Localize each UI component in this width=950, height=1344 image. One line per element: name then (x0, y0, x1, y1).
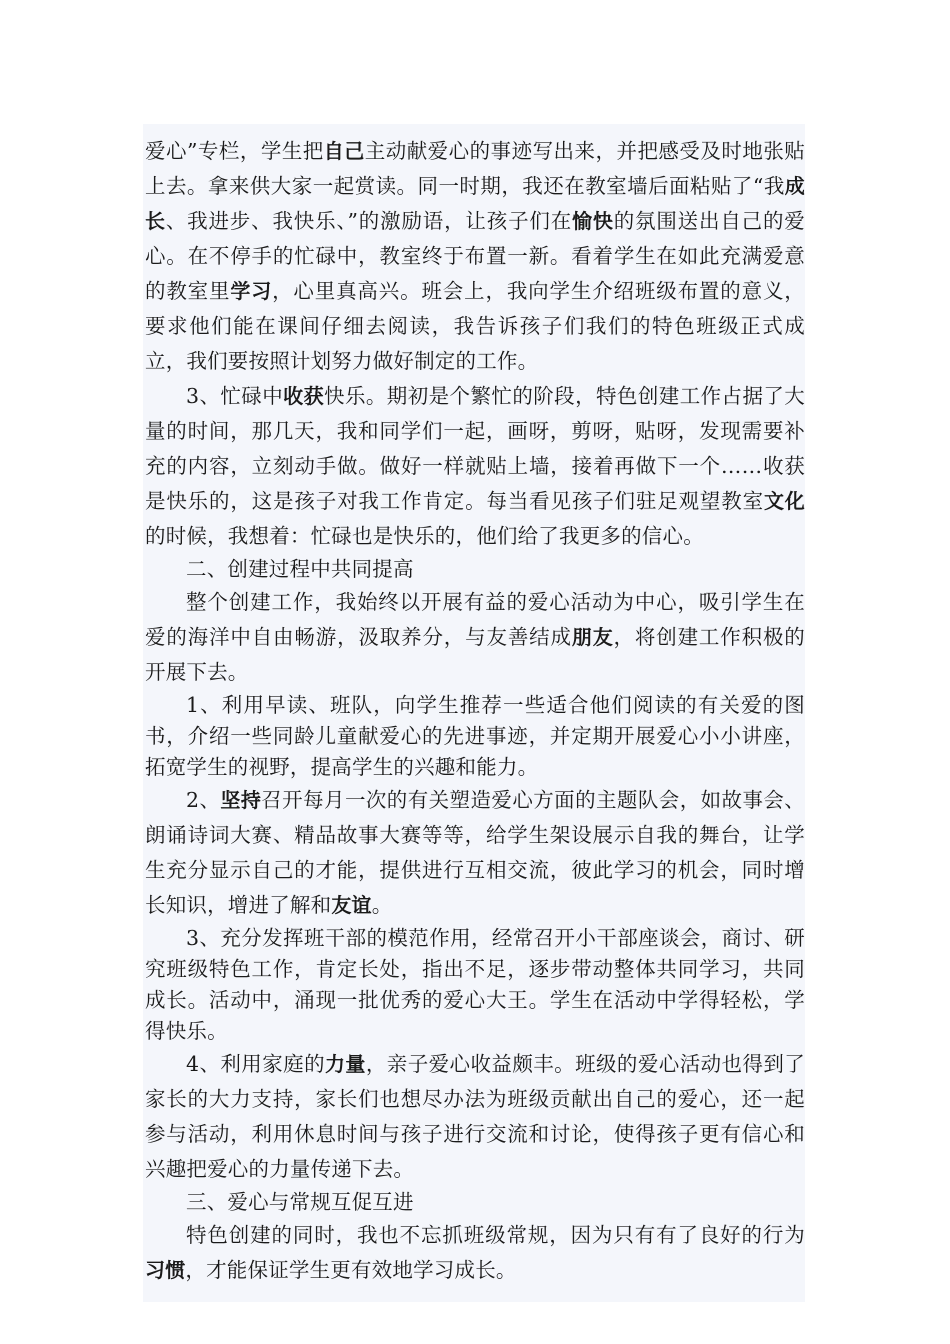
text-run: 快乐。期初是个繁忙的阶段，特色创建工作占据了大量的时间，那几天，我和同学们一起，画呀，剪呀，贴呀，发现需要补充的内容，立刻动手做。做好一样就贴上墙，接着再做下一个……收获是快乐的，这是孩子对我工作肯定。每当看见孩子们驻足观望教室 (145, 384, 805, 513)
paragraph (145, 585, 805, 690)
keyword-link: 自己 (323, 139, 365, 163)
paragraph (145, 1218, 805, 1288)
paragraph (145, 1047, 805, 1187)
paragraph (145, 783, 805, 923)
keyword-link: 力量 (325, 1052, 366, 1076)
text-run: ，才能保证学生更有效地学习成长。 (185, 1258, 517, 1282)
text-run: 召开每月一次的有关塑造爱心方面的主题队会，如故事会、朗诵诗词大赛、精品故事大赛等等，给学生架设展示自我的舞台，让学生充分显示自己的才能，提供进行互相交流，彼此学习的机会，同时增长知识，增进了解和 (145, 788, 805, 917)
keyword-link: 文化 (763, 489, 805, 513)
text-run: 整个创建工作，我始终以开展有益的爱心活动为中心，吸引学生在爱的海洋中自由畅游，汲取养分，与友善结成 (145, 590, 805, 649)
text-run: 、我进步、我快乐、”的激励语，让孩子们在 (165, 209, 573, 233)
text-run: ，亲子爱心收益颇丰。班级的爱心活动也得到了家长的大力支持，家长们也想尽办法为班级贡献出自己的爱心，还一起参与活动，利用休息时间与孩子进行交流和讨论，使得孩子更有信心和兴趣把爱心的力量传递下去。 (145, 1052, 805, 1181)
text-run: 4、利用家庭的 (186, 1052, 325, 1076)
paragraph (145, 554, 805, 585)
text-run: ，心里真高兴。班会上，我向学生介绍班级布置的意义，要求他们能在课间仔细去阅读，我告诉孩子们我们的特色班级正式成立，我们要按照计划努力做好制定的工作。 (145, 279, 805, 373)
text-run: 二、创建过程中共同提高 (186, 557, 414, 581)
paragraph (145, 134, 805, 379)
document-body (143, 124, 805, 1302)
text-run: 的时候，我想着：忙碌也是快乐的，他们给了我更多的信心。 (145, 524, 704, 548)
keyword-link: 朋友 (571, 625, 614, 649)
text-run: 3、忙碌中 (186, 384, 284, 408)
text-run: 爱心”专栏，学生把 (145, 139, 324, 163)
text-run: 特色创建的同时，我也不忘抓班级常规，因为只有有了良好的行为 (186, 1223, 805, 1247)
keyword-link: 成长 (145, 174, 805, 233)
paragraph (145, 379, 805, 554)
keyword-link: 友谊 (331, 893, 372, 917)
text-run: 的氛围送出自己的爱心。在不停手的忙碌中，教室终于布置一新。看着学生在如此充满爱意的教室里 (145, 209, 805, 303)
text-run: 。 (371, 893, 393, 917)
text-run: 3、充分发挥班干部的模范作用，经常召开小干部座谈会，商讨、研究班级特色工作，肯定长处，指出不足，逐步带动整体共同学习，共同成长。活动中，涌现一批优秀的爱心大王。学生在活动中学得轻松，学得快乐。 (145, 926, 805, 1043)
keyword-link: 愉快 (572, 209, 614, 233)
text-run: 三、爱心与常规互促互进 (186, 1190, 414, 1214)
keyword-link: 习惯 (145, 1258, 186, 1282)
keyword-link: 学习 (230, 279, 273, 303)
paragraph (145, 1187, 805, 1218)
keyword-link: 坚持 (220, 788, 262, 812)
text-run: 主动献爱心的事迹写出来，并把感受及时地张贴上去。拿来供大家一起赏读。同一时期，我还在教室墙后面粘贴了“我 (145, 139, 806, 198)
text-run: 2、 (186, 788, 221, 812)
paragraph (145, 923, 805, 1047)
text-run: ，将创建工作积极的开展下去。 (145, 625, 805, 684)
paragraph (145, 690, 805, 783)
keyword-link: 收获 (283, 384, 325, 408)
text-run: 1、利用早读、班队，向学生推荐一些适合他们阅读的有关爱的图书，介绍一些同龄儿童献爱心的先进事迹，并定期开展爱心小小讲座，拓宽学生的视野，提高学生的兴趣和能力。 (145, 693, 805, 779)
